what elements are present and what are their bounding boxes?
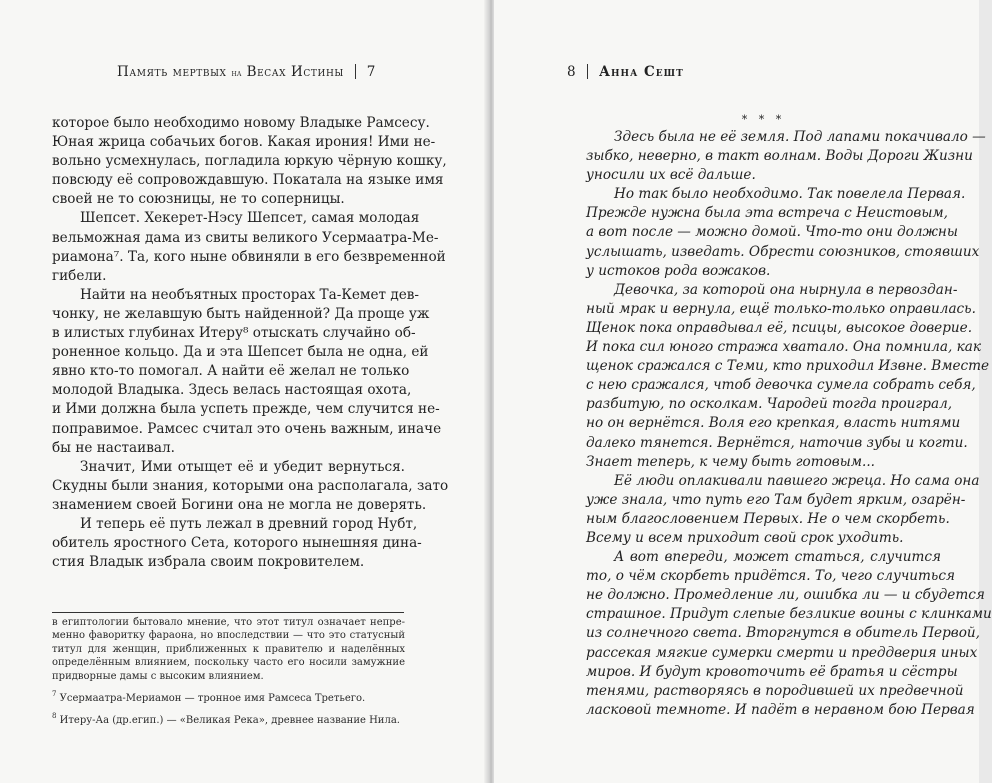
header-separator bbox=[355, 64, 356, 79]
text-line: явно кто-то помогал. А найти её желал не только bbox=[52, 363, 410, 380]
text-line: Её люди оплакивали павшего жреца. Но сама она bbox=[614, 472, 980, 489]
text-line: щенок сражался с Теми, кто приходил Извне. Вместе bbox=[586, 358, 990, 375]
text-line: то, о чём скорбеть придётся. То, чего случиться bbox=[586, 568, 955, 585]
body-text-right bbox=[586, 128, 992, 720]
footnote-line: в египтологии бытовало мнение, что этот титул означает непре- bbox=[52, 617, 405, 628]
running-header-left bbox=[117, 64, 376, 80]
text-line: Найти на необъятных просторах Та-Кемет дев- bbox=[80, 286, 420, 303]
text-line: миров. И будут кровоточить её братья и сёстры bbox=[586, 663, 958, 680]
text-line: Девочка, за которой она нырнула в первоздан- bbox=[614, 281, 958, 298]
text-line: стия Владык избрала своим покровителем. bbox=[52, 554, 365, 571]
text-line: Щенок пока оправдывал её, псицы, высокое доверие. bbox=[586, 319, 973, 336]
text-line: риамона⁷. Та, кого ныне обвиняли в его безвременной bbox=[52, 248, 446, 265]
header-separator bbox=[587, 64, 588, 79]
text-line: услышать, изведать. Обрести союзников, стоявших bbox=[586, 243, 980, 260]
text-line: которое было необходимо новому Владыке Рамсесу. bbox=[52, 115, 430, 131]
text-line: чонку, не желавшую быть найденной? Да проще уж bbox=[52, 305, 430, 322]
text-line: Но так было необходимо. Так повелела Первая. bbox=[614, 186, 966, 203]
text-line: зыбко, неверно, в такт волнам. Воды Дороги Жизни bbox=[586, 148, 973, 165]
footnote-text-8: Итеру-Аа (др.егип.) — «Великая Река», древнее название Нила. bbox=[59, 715, 400, 727]
text-line: ным благословением Первых. Не о чем скорбеть. bbox=[586, 510, 950, 527]
text-line: уносили их всё дальше. bbox=[586, 167, 756, 184]
text-line: Шепсет. Хекерет-Нэсу Шепсет, самая молодая bbox=[80, 210, 420, 227]
footnote-mark-7: 7 bbox=[52, 690, 57, 699]
footnotes-block bbox=[52, 616, 405, 728]
text-line: И пока сил юного стража хватало. Она помнила, как bbox=[586, 339, 982, 356]
footnote-line: определённым влиянием, поскольку часто его носили замужние bbox=[52, 657, 405, 669]
header-title-na: на bbox=[231, 69, 242, 78]
text-line: разбитую, по осколкам. Чародей тогда проиграл, bbox=[586, 396, 953, 413]
footnote-8 bbox=[52, 714, 405, 727]
text-line: вольно усмехнулась, погладила юркую чёрную кошку, bbox=[52, 153, 447, 170]
footnote-mark-8: 8 bbox=[52, 712, 57, 721]
section-break: * * * bbox=[741, 113, 786, 126]
text-line: страшное. Придут слепые безликие воины с клинками bbox=[586, 606, 992, 623]
text-line: Юная жрица собачьих богов. Какая ирония! Ими не- bbox=[52, 134, 436, 151]
text-line: уже знала, что путь его Там будет ярким, озарён- bbox=[586, 491, 966, 508]
text-line: с нею сражался, чтоб девочка сумела собрать себя, bbox=[586, 377, 976, 394]
text-line: своей не то союзницы, не то соперницы. bbox=[52, 191, 345, 208]
text-line: рассекая мягкие сумерки смерти и преддверия иных bbox=[586, 644, 978, 661]
header-title-part2: Весах Истины bbox=[246, 64, 344, 80]
footnote-7 bbox=[52, 692, 405, 705]
footnote-line: менно фаворитку фараона, но впоследствии — что это статусный bbox=[52, 630, 405, 642]
running-header-right bbox=[567, 64, 684, 80]
header-author: Анна Сешт bbox=[599, 64, 684, 80]
text-line: Скудны были знания, которыми она располагала, зато bbox=[52, 477, 449, 494]
text-line: а вот после — можно домой. Что-то они должны bbox=[586, 224, 958, 241]
text-line: поправимое. Рамсес считал это очень важным, иначе bbox=[52, 420, 442, 437]
text-line: Значит, Ими отыщет её и убедит вернуться. bbox=[80, 458, 405, 475]
footnote-continuation bbox=[52, 616, 405, 683]
text-line: тенями, растворяясь в породившей их предвечной bbox=[586, 682, 964, 699]
text-line: молодой Владыка. Здесь велась настоящая охота, bbox=[52, 382, 412, 399]
text-line: Всему и всем приходит свой срок уходить. bbox=[586, 529, 904, 546]
text-line: бы не настаивал. bbox=[52, 439, 175, 456]
footnote-line: придворные дамы с высоким влиянием. bbox=[52, 670, 264, 682]
text-line: но он вернётся. Воля его крепкая, власть нитями bbox=[586, 415, 961, 432]
footnote-rule bbox=[52, 612, 404, 613]
text-line: у истоков рода вожаков. bbox=[586, 262, 771, 279]
right-page bbox=[494, 0, 992, 783]
left-page bbox=[0, 0, 488, 783]
page-number-right: 8 bbox=[567, 64, 577, 80]
body-text-left bbox=[52, 114, 449, 572]
text-line: повсюду её сопровождавшую. Покатала на языке имя bbox=[52, 172, 444, 189]
text-line: далеко тянется. Вернётся, наточив зубы и когти. bbox=[586, 434, 968, 451]
text-line: вельможная дама из свиты великого Усермаатра-Ме- bbox=[52, 229, 439, 246]
text-line: знамением своей Богини она не могла не доверять. bbox=[52, 496, 427, 513]
text-line: Прежде нужна была эта встреча с Неистовым, bbox=[586, 205, 948, 222]
page-number-left: 7 bbox=[366, 64, 376, 80]
text-line: не должно. Промедление ли, ошибка ли — и сбудется bbox=[586, 587, 985, 604]
text-line: Знает теперь, к чему быть готовым... bbox=[586, 453, 876, 470]
text-line: гибели. bbox=[52, 267, 107, 284]
footnote-line: титул для женщин, приближенных к правителю и наделённых bbox=[52, 643, 405, 655]
footnote-text-7: Усермаатра-Мериамон — тронное имя Рамсеса Третьего. bbox=[59, 693, 366, 705]
header-title-part1: Память мертвых bbox=[117, 64, 227, 80]
text-line: роненное кольцо. Да и эта Шепсет была не одна, ей bbox=[52, 344, 429, 361]
text-line: обитель яростного Сета, которого нынешняя дина- bbox=[52, 535, 422, 552]
text-line: Здесь была не её земля. Под лапами покачивало — bbox=[614, 129, 986, 145]
text-line: И теперь её путь лежал в древний город Нубт, bbox=[80, 515, 418, 532]
text-line: ласковой темноте. И падёт в неравном бою Первая bbox=[586, 701, 975, 718]
text-line: из солнечного света. Вторгнутся в обитель Первой, bbox=[586, 625, 980, 642]
text-line: А вот впереди, может статься, случится bbox=[614, 549, 941, 566]
text-line: ный мрак и вернула, ещё только-только оправилась. bbox=[586, 300, 976, 317]
text-line: в илистых глубинах Итеру⁸ отыскать случайно об- bbox=[52, 325, 416, 342]
text-line: и Ими должна была успеть прежде, чем случится не- bbox=[52, 401, 440, 418]
